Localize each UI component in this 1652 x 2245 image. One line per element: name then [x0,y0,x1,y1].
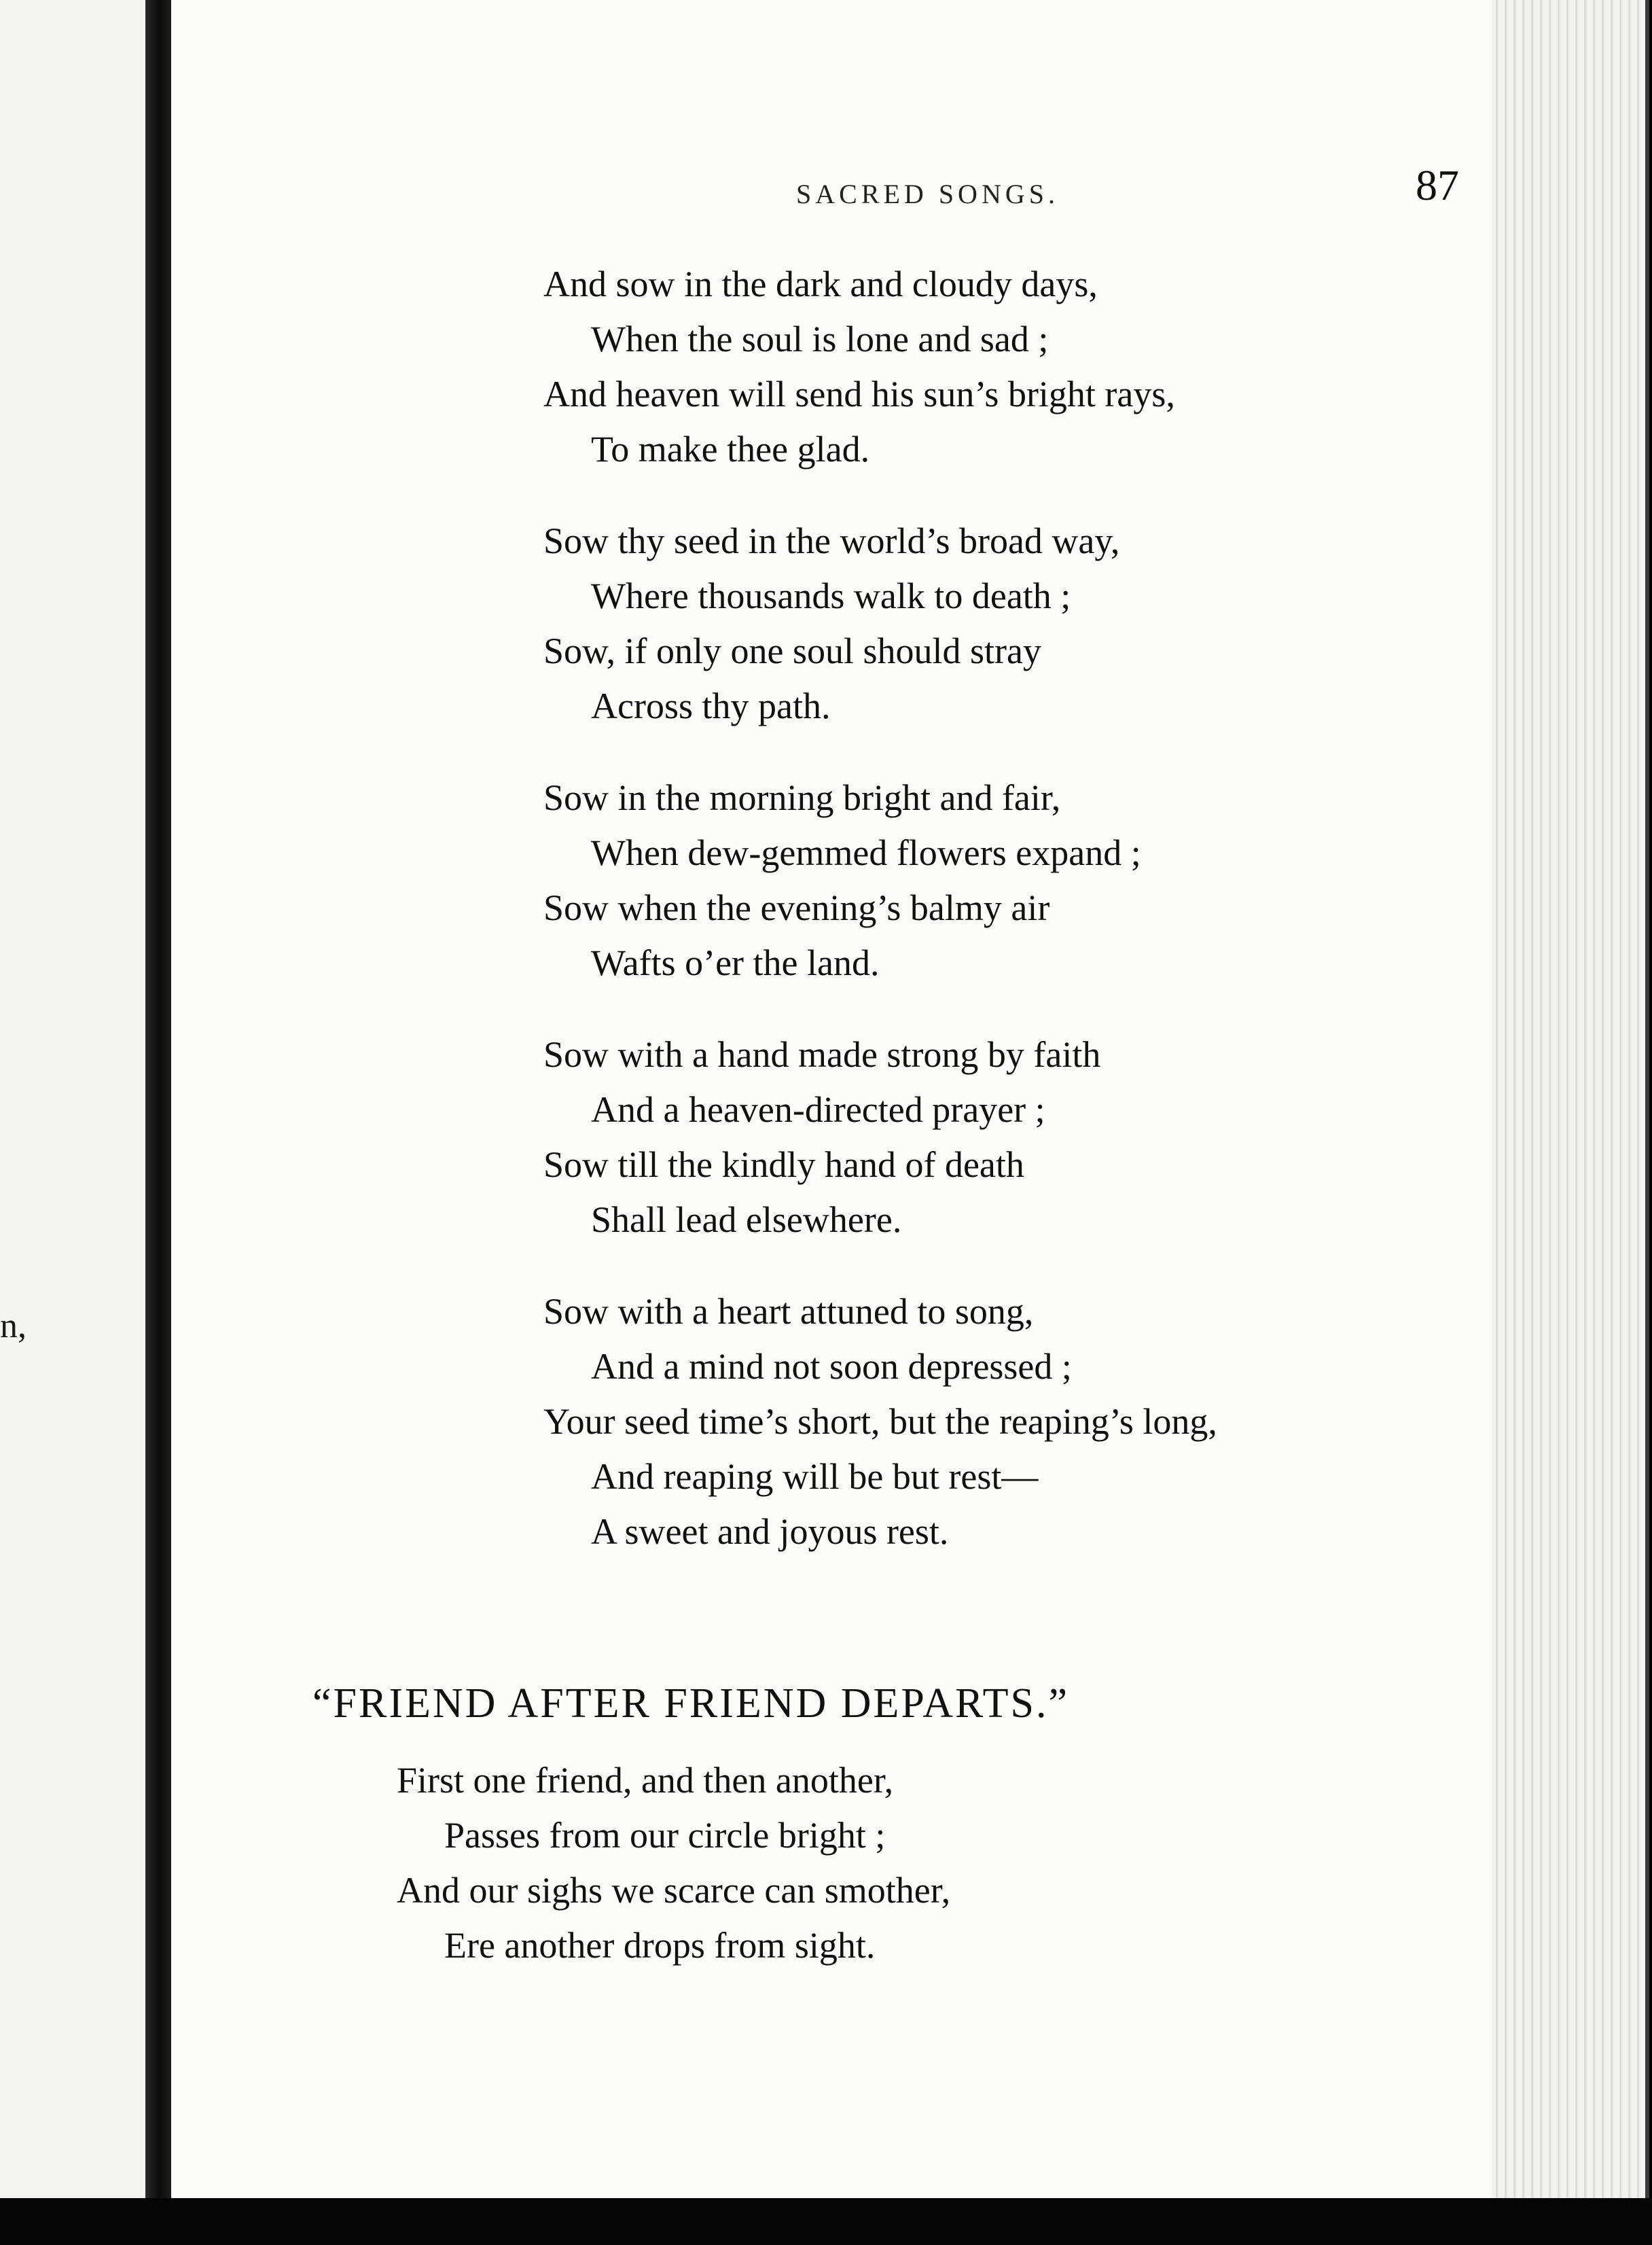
verse-line: Sow with a hand made strong by faith [543,1034,1101,1075]
poem-title: “FRIEND AFTER FRIEND DEPARTS.” [312,1680,1069,1727]
verse-line: Your seed time’s short, but the reaping’s long, [543,1401,1217,1442]
verse-line: And sow in the dark and cloudy days, [543,264,1098,304]
verse-line: Ere another drops from sight. [444,1925,876,1966]
verse-line: A sweet and joyous rest. [591,1511,949,1552]
verse-line: Sow, if only one soul should stray [543,631,1041,671]
verse-line: Sow with a heart attuned to song, [543,1291,1034,1332]
verse-line: Sow when the evening’s balmy air [543,887,1050,928]
stanza [543,1284,1217,1559]
verse-line: And our sighs we scarce can smother, [397,1870,951,1911]
verse-line: Wafts o’er the land. [591,942,880,983]
verse-line: Sow till the kindly hand of death [543,1144,1024,1185]
stanza [543,257,1217,477]
verse-line: Across thy path. [591,686,831,726]
page-number: 87 [1416,161,1459,209]
verse-line: Where thousands walk to death ; [591,576,1071,616]
facing-page [0,0,149,2245]
verse-line: Shall lead elsewhere. [591,1199,902,1240]
verse-line: To make thee glad. [591,429,870,470]
verse-line: Passes from our circle bright ; [444,1815,886,1856]
verse-line: When the soul is lone and sad ; [591,319,1049,359]
stanza [543,1027,1217,1248]
poem-friend-after-friend [397,1753,950,2010]
page-edges [1492,0,1649,2198]
verse-line: And heaven will send his sun’s bright rays, [543,374,1175,414]
stanza [543,514,1217,734]
verse-line: And a mind not soon depressed ; [591,1346,1072,1387]
verse-line: First one friend, and then another, [397,1760,894,1801]
verse-line: Sow thy seed in the world’s broad way, [543,520,1120,561]
stanza [543,771,1217,991]
poem-sow-thy-seed [543,257,1217,1596]
verse-line: And reaping will be but rest— [591,1456,1039,1497]
running-head: SACRED SONGS. [796,179,1059,209]
verse-line: When dew-gemmed flowers expand ; [591,832,1141,873]
facing-page-text-fragment: n, [0,1307,26,1345]
stanza [397,1753,950,1973]
bottom-edge [0,2198,1652,2245]
verse-line: Sow in the morning bright and fair, [543,777,1061,818]
book-gutter [145,0,173,2245]
verse-line: And a heaven-directed prayer ; [591,1089,1045,1130]
